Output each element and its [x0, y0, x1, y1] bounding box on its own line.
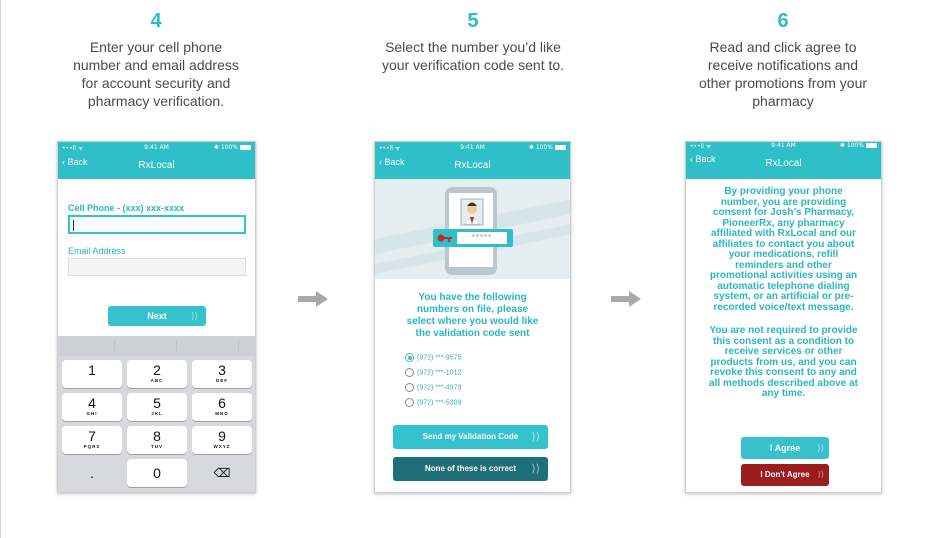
consent-line: receive services or other: [724, 346, 843, 357]
consent-line: system, or an artificial or pre-: [713, 291, 854, 302]
step-6-line: Read and click agree to: [709, 39, 857, 55]
chevron-right-icon: ⟩⟩: [190, 311, 198, 321]
send-validation-code-button[interactable]: [393, 425, 548, 449]
phone-option-label: (972) ***-9575: [417, 354, 462, 362]
app-title: RxLocal: [138, 160, 175, 171]
next-button[interactable]: [108, 306, 206, 326]
arrow-right-icon: [298, 291, 328, 307]
consent-line: revoke this consent to any and: [710, 367, 857, 378]
key-9[interactable]: 9 WXYZ: [192, 426, 252, 454]
back-button[interactable]: ‹ Back: [690, 154, 716, 164]
step-4-line: number and email address: [73, 57, 239, 73]
consent-line: automatic telephone dialing: [717, 280, 850, 292]
chevron-right-icon: ⟩⟩: [816, 443, 824, 453]
key-1[interactable]: 1: [62, 360, 122, 388]
key-8[interactable]: 8 TUV: [127, 426, 187, 454]
key-icon: [437, 232, 453, 244]
left-border: [0, 0, 1, 538]
status-carrier: •••ll ᯤ: [379, 145, 401, 152]
numeric-keyboard: [58, 336, 255, 492]
step-5-line: Select the number you’d like: [385, 39, 561, 55]
chevron-right-icon: ⟩⟩: [531, 463, 540, 475]
phone-option-label: (972) ***-4979: [417, 384, 462, 392]
step-4-line: Enter your cell phone: [89, 39, 223, 55]
status-time: 9:41 AM: [771, 142, 796, 149]
email-label: Email Address: [68, 246, 126, 256]
key-5[interactable]: 5 JKL: [127, 393, 187, 421]
app-title: RxLocal: [454, 160, 491, 171]
phone-option-3[interactable]: [405, 383, 461, 392]
arrow-right-icon: [611, 291, 641, 307]
backspace-key[interactable]: [192, 459, 252, 487]
phone-option-1[interactable]: [405, 353, 461, 362]
battery-text: ✱ 100%: [839, 142, 864, 149]
consent-line: number, you are providing: [720, 196, 847, 208]
prompt-line: select where you would like: [406, 316, 539, 327]
battery-text: ✱ 100%: [213, 144, 238, 151]
consent-line: all methods described above at: [709, 377, 858, 389]
chevron-right-icon: ⟩⟩: [531, 431, 540, 443]
status-battery: [840, 142, 877, 149]
radio-icon[interactable]: [405, 398, 414, 407]
consent-line: any time.: [761, 388, 806, 399]
step-6-number: 6: [777, 10, 789, 32]
prompt-line: the validation code sent: [415, 328, 530, 339]
none-label: None of these is correct: [424, 464, 517, 473]
consent-line: consent for Josh’s Pharmacy,: [712, 207, 855, 218]
key-7[interactable]: 7 PQRS: [62, 426, 122, 454]
phone-screen-step-6: [685, 141, 882, 493]
prompt-line: You have the following: [418, 292, 527, 303]
app-header: [375, 142, 570, 179]
key-0[interactable]: 0: [127, 459, 187, 487]
keyboard-toolbar: [58, 336, 255, 356]
cell-phone-input[interactable]: [68, 215, 246, 234]
consent-line: affiliated with RxLocal and our: [710, 228, 856, 239]
consent-line: You are not required to provide: [709, 325, 858, 336]
phone-option-4[interactable]: [405, 398, 461, 407]
key-period[interactable]: .: [90, 465, 94, 481]
phone-option-2[interactable]: [405, 368, 461, 377]
phone-screen-step-5: [374, 141, 571, 493]
consent-line: recorded voice/text message.: [713, 301, 854, 313]
chevron-right-icon: ⟩⟩: [817, 470, 824, 479]
status-time: 9:41 AM: [144, 144, 169, 151]
consent-line: PioneerRx, any pharmacy: [722, 217, 845, 229]
key-4[interactable]: 4 GHI: [62, 393, 122, 421]
phone-option-label: (972) ***-5309: [417, 399, 462, 407]
text-caret: [73, 220, 74, 231]
consent-line: promotional activities using an: [709, 270, 858, 281]
pin-field-card: [433, 229, 513, 247]
email-input[interactable]: [68, 258, 246, 276]
app-title: RxLocal: [765, 158, 802, 169]
verification-illustration: [375, 179, 570, 279]
radio-icon[interactable]: [405, 368, 414, 377]
consent-line: products from us, and you can: [710, 356, 857, 368]
radio-selected-icon[interactable]: [405, 353, 414, 362]
step-4-description: [56, 38, 256, 110]
consent-line: By providing your phone: [724, 186, 843, 197]
step-6-line: receive notifications and: [707, 57, 859, 73]
send-label: Send my Validation Code: [422, 432, 519, 441]
phone-option-label: (972) ***-1012: [417, 369, 462, 377]
disagree-button[interactable]: [741, 464, 829, 486]
key-3[interactable]: 3 DEF: [192, 360, 252, 388]
consent-line: affiliates to contact you about: [712, 238, 855, 250]
app-header: [58, 142, 255, 179]
prompt-line: numbers on file, please: [416, 304, 529, 315]
phone-screen-step-4: [57, 141, 256, 493]
consent-line: this consent as a condition to: [712, 335, 855, 347]
agree-button[interactable]: [741, 437, 829, 459]
battery-icon: [866, 143, 877, 148]
step-4-number: 4: [150, 10, 162, 32]
cell-phone-label: Cell Phone - (xxx) xxx-xxxx: [68, 203, 185, 213]
status-battery: [529, 144, 566, 151]
status-carrier: •••ll ᯤ: [62, 145, 84, 152]
key-6[interactable]: 6 MNO: [192, 393, 252, 421]
consent-paragraph-1: [700, 187, 867, 313]
step-5-description: [358, 38, 588, 74]
agree-label: I Agree: [769, 443, 801, 453]
consent-line: reminders and other: [735, 259, 832, 271]
step-6-description: [673, 38, 893, 110]
battery-text: ✱ 100%: [528, 144, 553, 151]
battery-icon: [240, 145, 251, 150]
status-battery: [214, 144, 251, 151]
backspace-icon: ⌫: [213, 466, 231, 480]
radio-icon[interactable]: [405, 383, 414, 392]
back-button[interactable]: ‹ Back: [62, 157, 88, 167]
step-4-line: pharmacy verification.: [87, 93, 225, 109]
consent-paragraph-2: [700, 326, 867, 400]
step-6-line: pharmacy: [752, 93, 814, 109]
select-number-prompt: [385, 292, 560, 340]
disagree-label: I Don't Agree: [760, 470, 810, 479]
status-carrier: •••ll ᯤ: [690, 143, 712, 150]
step-5-line: your verification code sent to.: [381, 57, 565, 73]
next-label: Next: [147, 311, 167, 321]
step-5-number: 5: [467, 10, 479, 32]
battery-icon: [555, 145, 566, 150]
status-time: 9:41 AM: [460, 144, 485, 151]
consent-line: your medications, refill: [728, 249, 839, 260]
step-6-line: other promotions from your: [698, 75, 868, 91]
masked-pin: *****: [457, 232, 507, 244]
key-2[interactable]: 2 ABC: [127, 360, 187, 388]
app-header: [686, 142, 881, 179]
back-button[interactable]: ‹ Back: [379, 157, 405, 167]
none-correct-button[interactable]: [393, 457, 548, 481]
step-4-line: for account security and: [81, 75, 231, 91]
